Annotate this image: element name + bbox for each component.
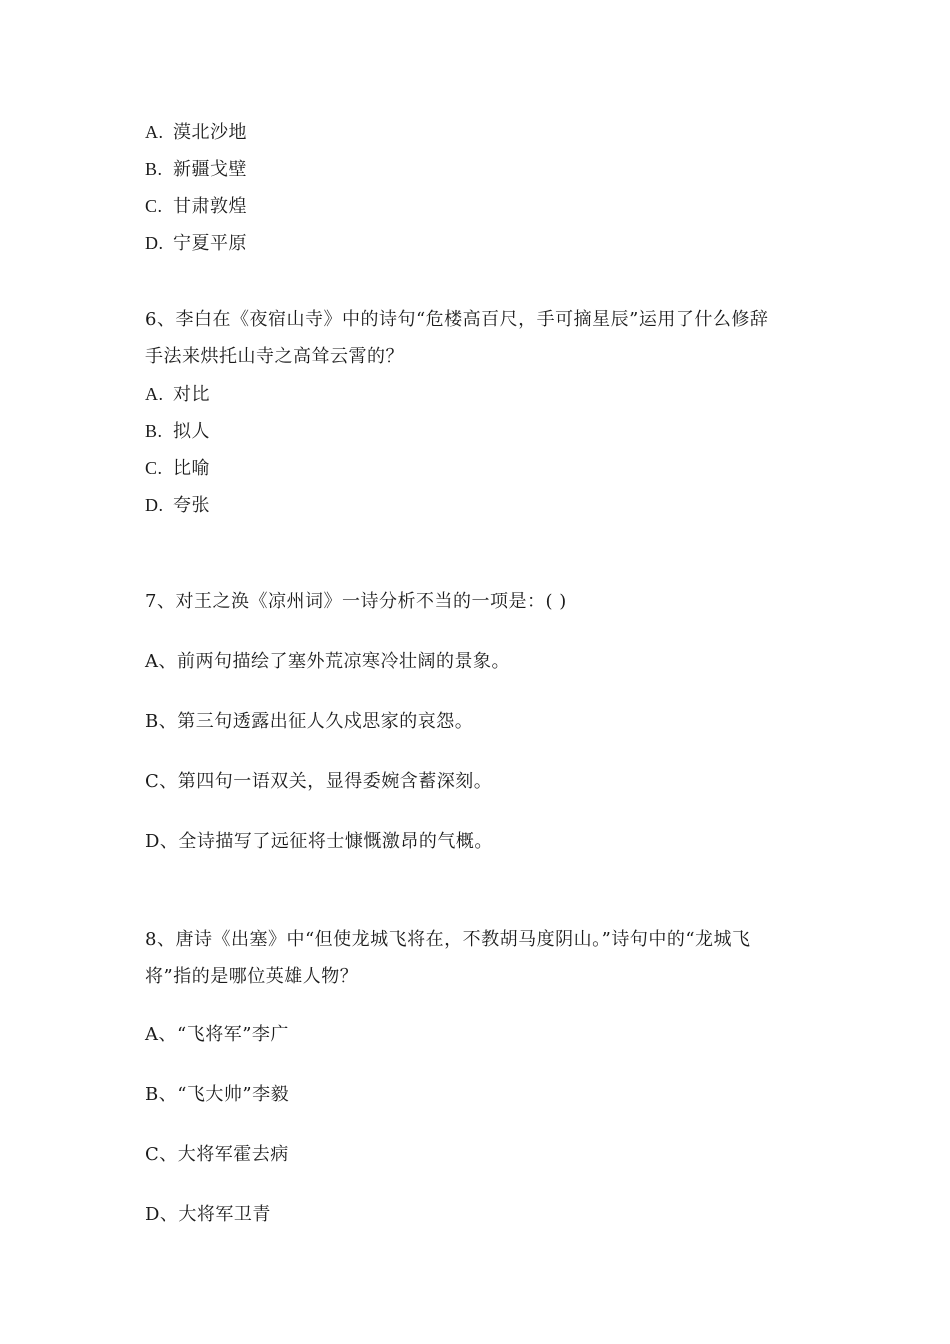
q8-stem-line-1: 8、唐诗《出塞》中“但使龙城飞将在，不教胡马度阴山。”诗句中的“龙城飞 [145, 929, 751, 950]
q6-option-a [145, 383, 210, 406]
q8-option-c: C、大将军霍去病 [145, 1144, 289, 1165]
option-letter: C. [145, 458, 163, 478]
q8-stem-line-2: 将”指的是哪位英雄人物？ [145, 966, 359, 987]
q7-stem: 7、对王之涣《凉州词》一诗分析不当的一项是：( ) [145, 591, 567, 612]
option-text: 比喻 [173, 458, 210, 479]
q6-option-d [145, 494, 210, 517]
q7-option-a: A、前两句描绘了塞外荒凉寒冷壮阔的景象。 [145, 651, 510, 672]
option-letter: A. [145, 384, 164, 404]
option-text: 甘肃敦煌 [173, 196, 247, 217]
option-text: 夸张 [173, 495, 210, 516]
option-text: 新疆戈壁 [173, 159, 247, 180]
q8-option-b: B、“飞大帅”李毅 [145, 1084, 290, 1105]
q6-stem-line-1: 6、李白在《夜宿山寺》中的诗句“危楼高百尺，手可摘星辰”运用了什么修辞 [145, 309, 769, 330]
option-letter: B. [145, 421, 163, 441]
q5-option-b [145, 158, 247, 181]
q7-option-b: B、第三句透露出征人久戍思家的哀怨。 [145, 711, 474, 732]
q6-option-c [145, 457, 210, 480]
q6-option-b [145, 420, 210, 443]
option-letter: D. [145, 495, 164, 515]
q7-option-d: D、全诗描写了远征将士慷慨激昂的气概。 [145, 831, 493, 852]
q5-option-a [145, 121, 247, 144]
q8-option-d: D、大将军卫青 [145, 1204, 271, 1225]
option-text: 漠北沙地 [173, 122, 247, 143]
option-letter: D. [145, 233, 164, 253]
q7-option-c: C、第四句一语双关，显得委婉含蓄深刻。 [145, 771, 493, 792]
option-text: 对比 [173, 384, 210, 405]
q5-option-c [145, 195, 247, 218]
option-letter: B. [145, 159, 163, 179]
q6-stem-line-2: 手法来烘托山寺之高耸云霄的？ [145, 346, 404, 367]
option-letter: A. [145, 122, 164, 142]
option-text: 宁夏平原 [173, 233, 247, 254]
q5-option-d [145, 232, 247, 255]
q8-option-a: A、“飞将军”李广 [145, 1024, 289, 1045]
option-letter: C. [145, 196, 163, 216]
option-text: 拟人 [173, 421, 210, 442]
